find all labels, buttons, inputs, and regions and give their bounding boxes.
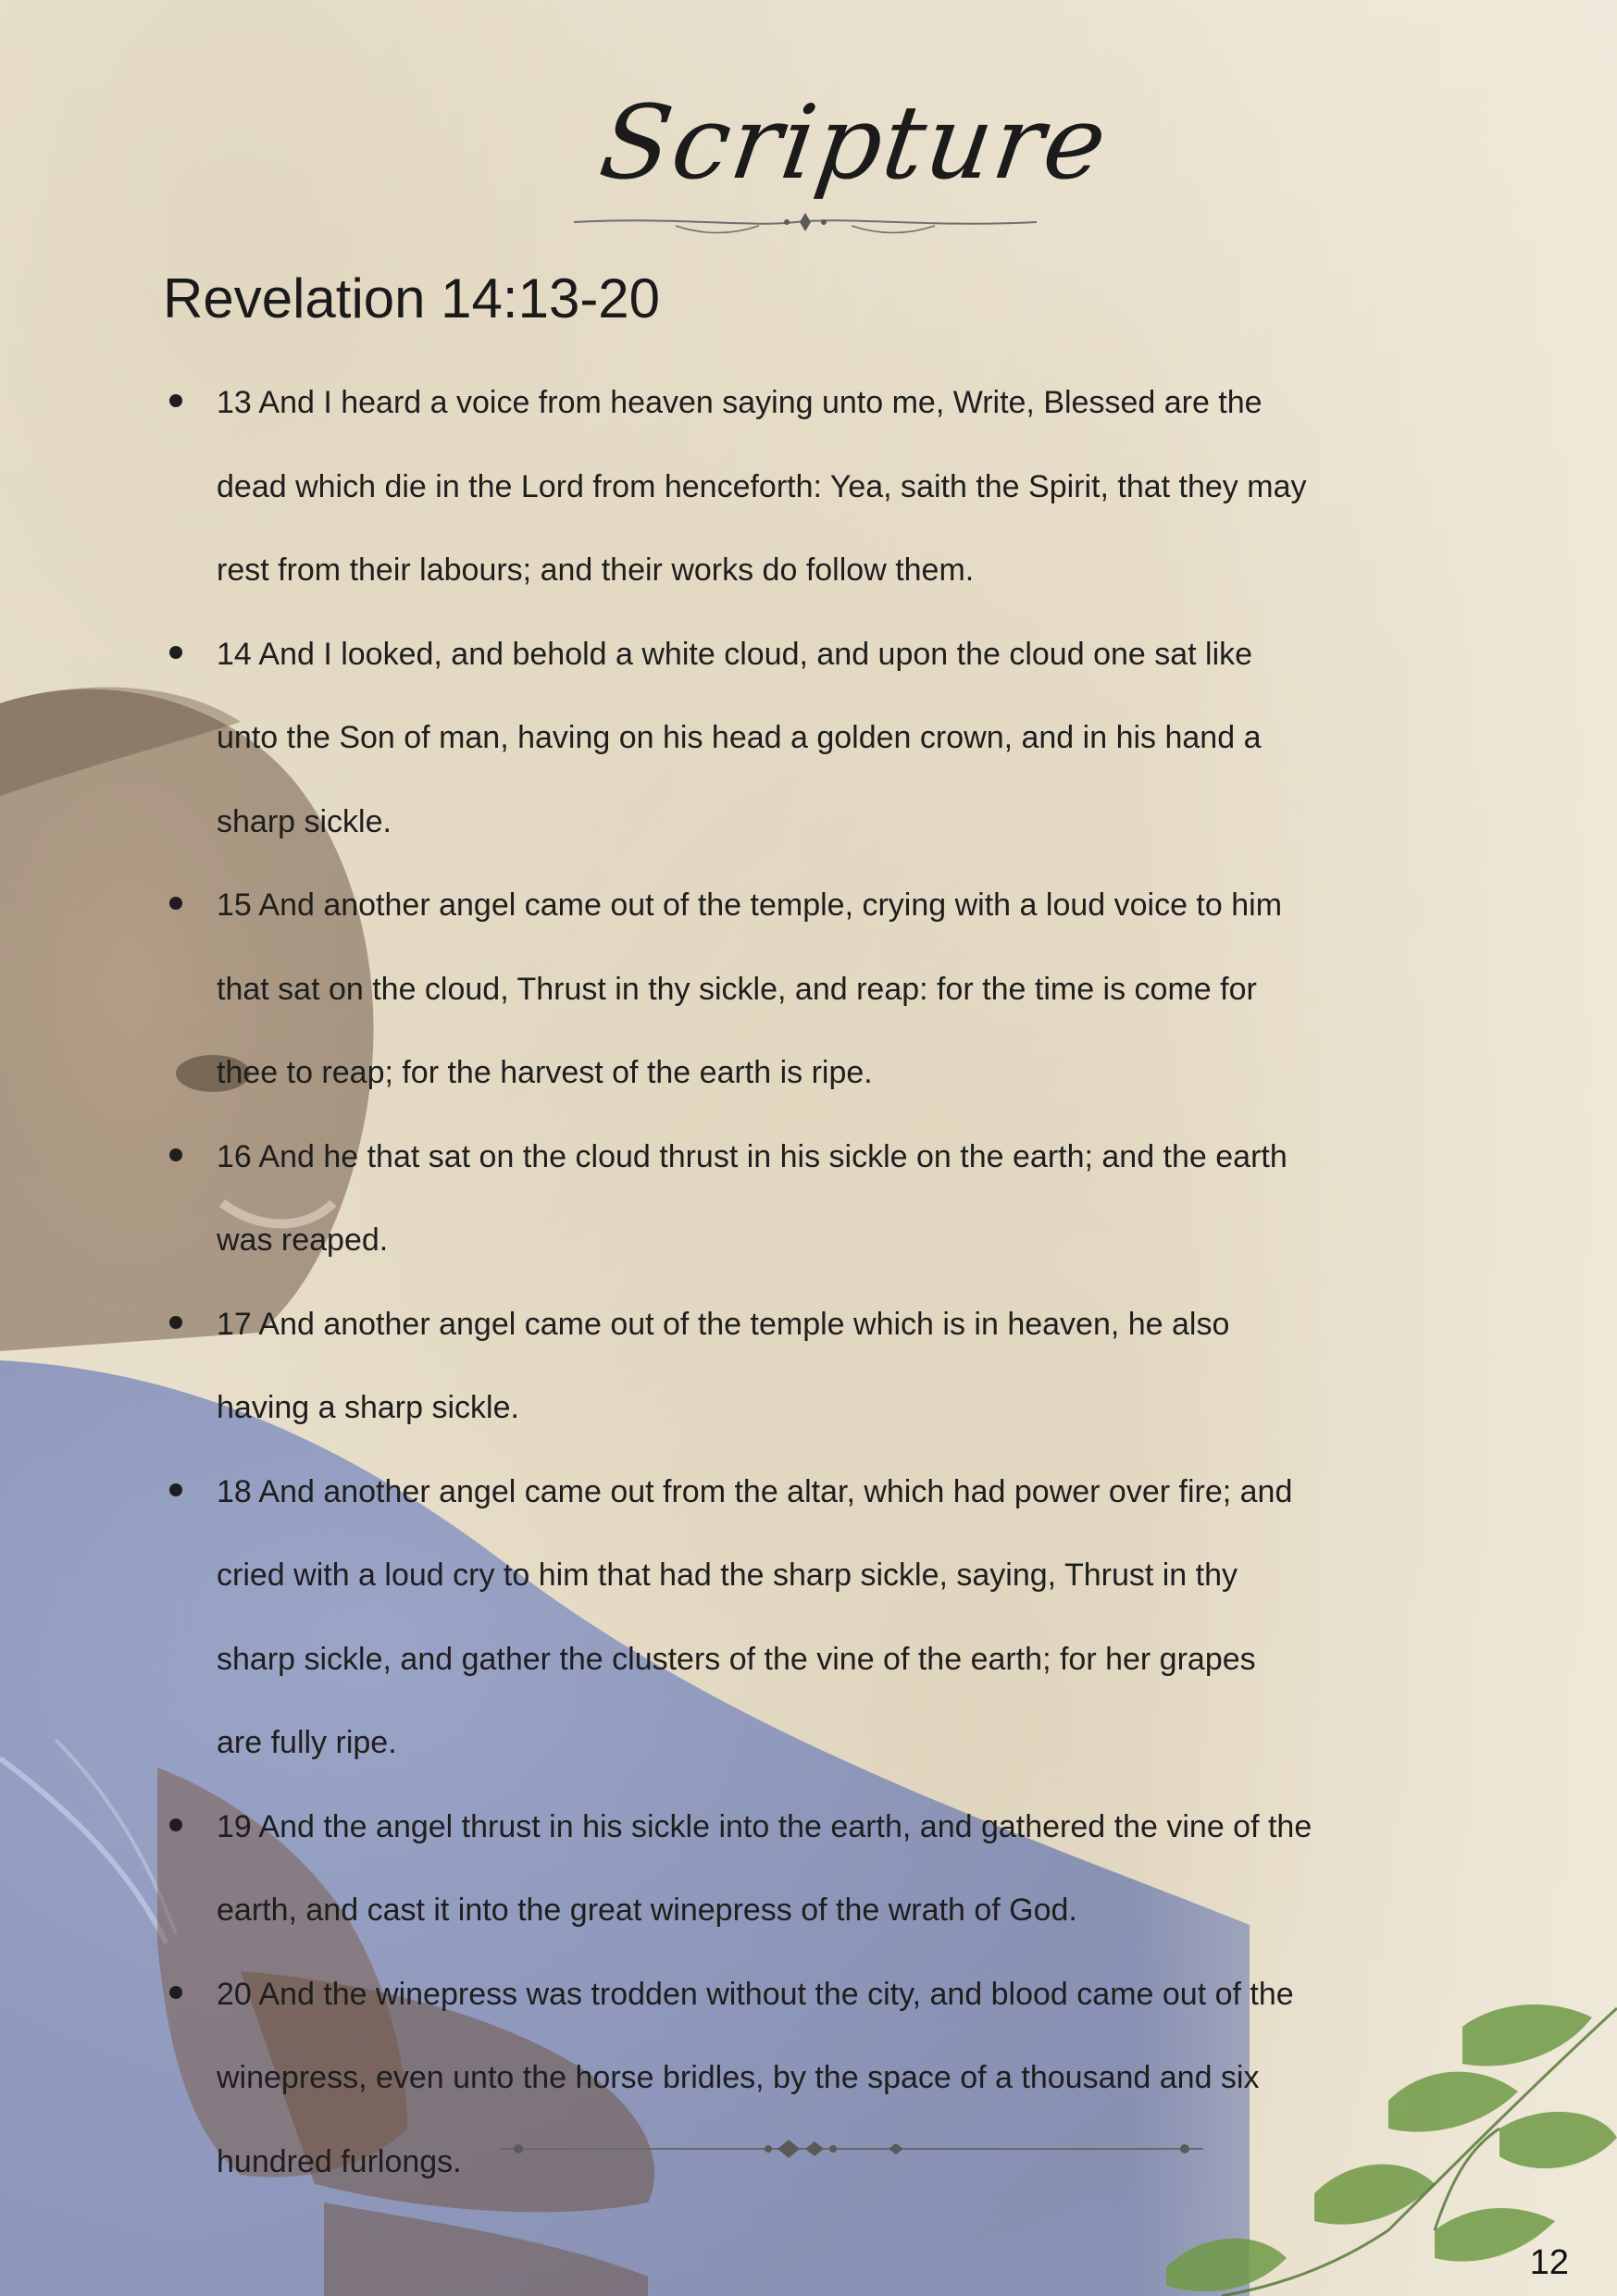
verse-line: 20 And the winepress was trodden without the city, and blood came out of the <box>217 1976 1294 2012</box>
title-ornament-divider <box>565 204 1046 241</box>
bullet-icon <box>169 1986 182 1999</box>
verse-line: rest from their labours; and their works do follow them. <box>217 552 975 588</box>
verse-line: 18 And another angel came out from the altar, which had power over fire; and <box>217 1473 1293 1509</box>
verse-item <box>163 1450 1477 1785</box>
bullet-icon <box>169 1818 182 1831</box>
verse-line: 16 And he that sat on the cloud thrust in his sickle on the earth; and the earth <box>217 1138 1287 1174</box>
bullet-icon <box>169 1148 182 1161</box>
verse-item <box>163 1115 1477 1283</box>
verse-line: 14 And I looked, and behold a white cloud, and upon the cloud one sat like <box>217 636 1253 672</box>
verse-list <box>163 361 1477 2203</box>
bullet-icon <box>169 646 182 659</box>
verse-item <box>163 1785 1477 1953</box>
verse-item <box>163 1283 1477 1450</box>
verse-line: winepress, even unto the horse bridles, by the space of a thousand and six <box>217 2060 1260 2095</box>
verse-line: unto the Son of man, having on his head a golden crown, and in his hand a <box>217 720 1262 755</box>
page-title: Scripture <box>593 83 1115 202</box>
verse-line: thee to reap; for the harvest of the earth is ripe. <box>217 1055 873 1090</box>
verse-line: hundred furlongs. <box>217 2143 462 2179</box>
verse-line: sharp sickle, and gather the clusters of the vine of the earth; for her grapes <box>217 1641 1256 1677</box>
verse-line: 17 And another angel came out of the temple which is in heaven, he also <box>217 1306 1230 1342</box>
bullet-icon <box>169 1316 182 1329</box>
verse-line: 19 And the angel thrust in his sickle into the earth, and gathered the vine of the <box>217 1808 1312 1844</box>
verse-item <box>163 361 1477 613</box>
verse-line: are fully ripe. <box>217 1725 397 1760</box>
verse-line: sharp sickle. <box>217 803 392 839</box>
verse-line: earth, and cast it into the great winepress of the wrath of God. <box>217 1893 1077 1928</box>
page-number: 12 <box>1529 2243 1569 2282</box>
verse-line: having a sharp sickle. <box>217 1390 519 1425</box>
bullet-icon <box>169 394 182 407</box>
scripture-reference-heading: Revelation 14:13-20 <box>163 267 661 329</box>
bullet-icon <box>169 1483 182 1496</box>
verse-item <box>163 863 1477 1115</box>
verse-line: dead which die in the Lord from henceforth: Yea, saith the Spirit, that they may <box>217 468 1307 504</box>
verse-line: 15 And another angel came out of the temple, crying with a loud voice to him <box>217 887 1283 923</box>
verse-line: cried with a loud cry to him that had the sharp sickle, saying, Thrust in thy <box>217 1558 1238 1593</box>
verse-line: that sat on the cloud, Thrust in thy sickle, and reap: for the time is come for <box>217 971 1257 1007</box>
verse-line: was reaped. <box>217 1222 389 1258</box>
title-block <box>565 65 1115 250</box>
verse-item <box>163 613 1477 864</box>
bullet-icon <box>169 897 182 910</box>
verse-line: 13 And I heard a voice from heaven saying unto me, Write, Blessed are the <box>217 385 1263 420</box>
